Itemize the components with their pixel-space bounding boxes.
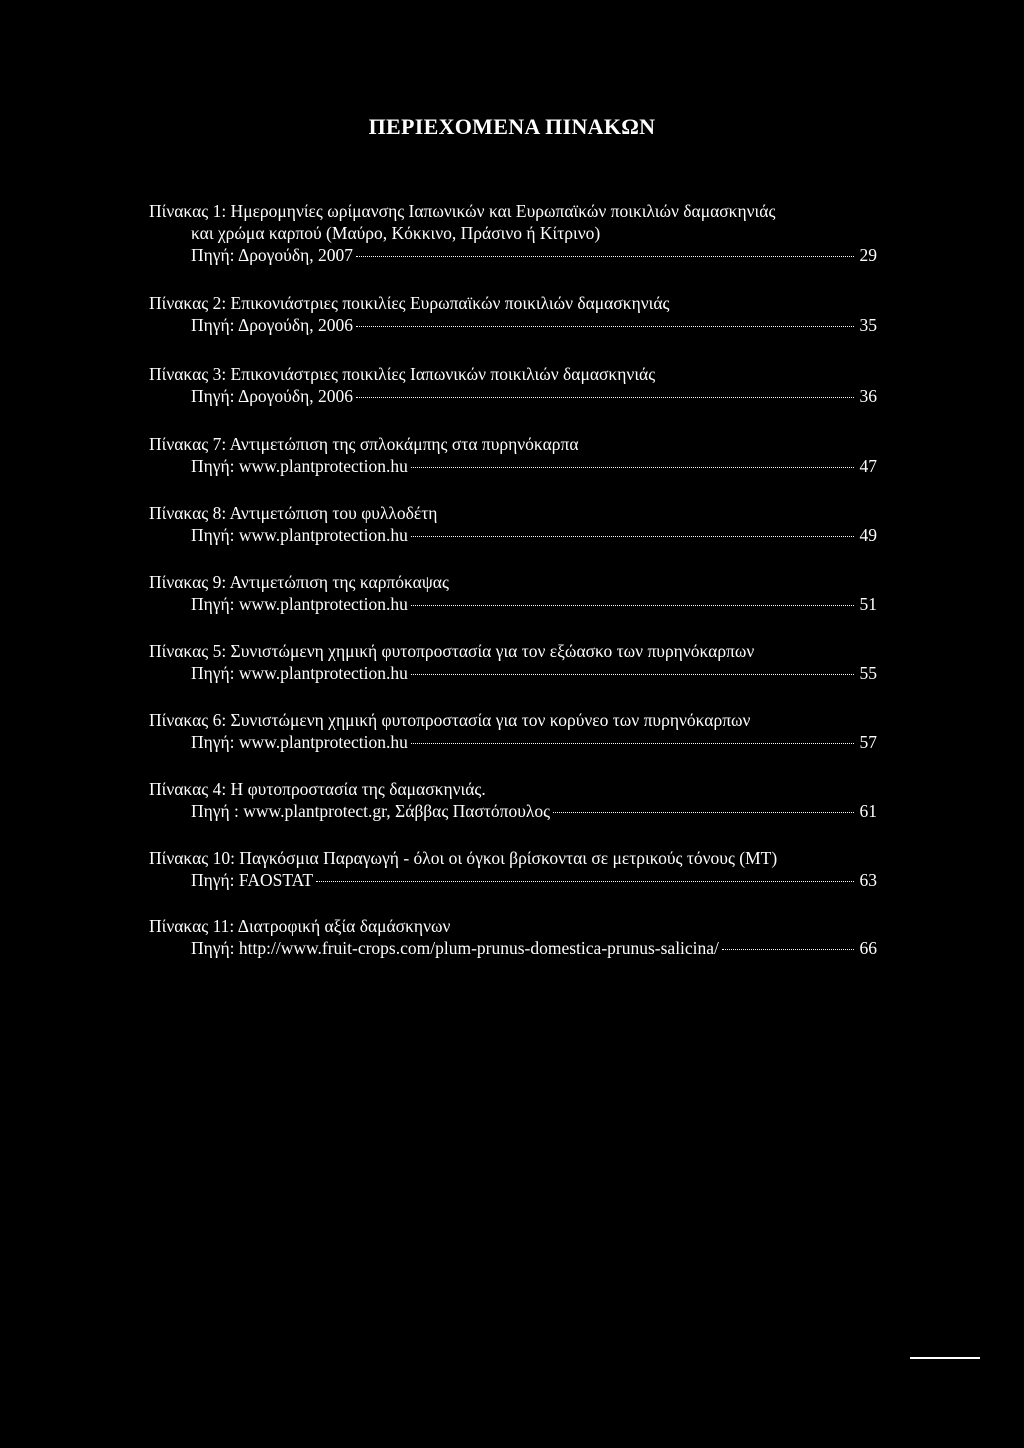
entry-source: Πηγή: Δρογούδη, 2006 [191, 386, 353, 406]
entry-source: Πηγή: www.plantprotection.hu [191, 456, 408, 476]
toc-entry-table-4[interactable] [149, 778, 877, 822]
toc-entry-table-10[interactable] [149, 847, 877, 891]
entry-caption: Πίνακας 4: Η φυτοπροστασία της δαμασκηνιάς. [149, 779, 486, 799]
entry-source-row [149, 869, 877, 891]
toc-entry-table-11[interactable] [149, 915, 877, 959]
entry-source-row [149, 385, 877, 407]
dot-leader [356, 326, 854, 327]
toc-entry-table-7[interactable] [149, 433, 877, 477]
entry-source-row [149, 731, 877, 753]
entry-caption: Πίνακας 1: Ημερομηνίες ωρίμανσης Ιαπωνικών και Ευρωπαϊκών ποικιλιών δαμασκηνιάς [149, 201, 776, 221]
entry-page-number: 49 [859, 525, 877, 545]
dot-leader [411, 536, 854, 537]
entry-source: Πηγή: www.plantprotection.hu [191, 525, 408, 545]
entry-page-number: 51 [859, 594, 877, 614]
entry-source: Πηγή: www.plantprotection.hu [191, 594, 408, 614]
entry-caption: Πίνακας 5: Συνιστώμενη χημική φυτοπροστασία για τον εξώασκο των πυρηνόκαρπων [149, 641, 755, 661]
entry-page-number: 55 [859, 663, 877, 683]
entry-source: Πηγή: www.plantprotection.hu [191, 663, 408, 683]
entry-source: Πηγή: http://www.fruit-crops.com/plum-prunus-domestica-prunus-salicina/ [191, 938, 719, 958]
entry-page-number: 57 [859, 732, 877, 752]
dot-leader [722, 949, 854, 950]
toc-entry-table-6[interactable] [149, 709, 877, 753]
entry-source-row [149, 244, 877, 266]
dot-leader [553, 812, 854, 813]
page-title: ΠΕΡΙΕΧΟΜΕΝΑ ΠΙΝΑΚΩΝ [368, 114, 656, 139]
entry-page-number: 35 [859, 315, 877, 335]
entry-page-number: 61 [859, 801, 877, 821]
entry-page-number: 29 [859, 245, 877, 265]
entry-source: Πηγή : www.plantprotect.gr, Σάββας Παστόπουλος [191, 801, 551, 821]
entry-source-row [149, 593, 877, 615]
entry-caption: Πίνακας 6: Συνιστώμενη χημική φυτοπροστασία για τον κορύνεο των πυρηνόκαρπων [149, 710, 751, 730]
dot-leader [411, 467, 854, 468]
entry-caption: Πίνακας 8: Αντιμετώπιση του φυλλοδέτη [149, 503, 438, 523]
dot-leader [316, 881, 854, 882]
entry-caption: Πίνακας 3: Επικονιάστριες ποικιλίες Ιαπωνικών ποικιλιών δαμασκηνιάς [149, 364, 656, 384]
entry-caption: Πίνακας 7: Αντιμετώπιση της σπλοκάμπης στα πυρηνόκαρπα [149, 434, 579, 454]
entry-source: Πηγή: FAOSTAT [191, 870, 314, 890]
entry-page-number: 47 [859, 456, 877, 476]
toc-entry-table-9[interactable] [149, 571, 877, 615]
entry-source-row [149, 937, 877, 959]
dot-leader [356, 256, 854, 257]
toc-entry-table-5[interactable] [149, 640, 877, 684]
entry-source-row [149, 524, 877, 546]
entry-caption: Πίνακας 9: Αντιμετώπιση της καρπόκαψας [149, 572, 449, 592]
entry-caption-continued: και χρώμα καρπού (Μαύρο, Κόκκινο, Πράσινο ή Κίτρινο) [191, 223, 601, 243]
entry-page-number: 36 [859, 386, 877, 406]
entry-page-number: 63 [859, 870, 877, 890]
dot-leader [356, 397, 854, 398]
entry-caption: Πίνακας 11: Διατροφική αξία δαμάσκηνων [149, 916, 451, 936]
entry-caption: Πίνακας 10: Παγκόσμια Παραγωγή - όλοι οι όγκοι βρίσκονται σε μετρικούς τόνους (ΜΤ) [149, 848, 778, 868]
entry-source-row [149, 800, 877, 822]
entry-source-row [149, 314, 877, 336]
dot-leader [411, 743, 854, 744]
entry-source-row [149, 662, 877, 684]
entry-caption: Πίνακας 2: Επικονιάστριες ποικιλίες Ευρωπαϊκών ποικιλιών δαμασκηνιάς [149, 293, 670, 313]
toc-entry-table-1[interactable] [149, 200, 877, 266]
entry-source: Πηγή: Δρογούδη, 2006 [191, 315, 353, 335]
dot-leader [411, 674, 854, 675]
entry-source: Πηγή: www.plantprotection.hu [191, 732, 408, 752]
dot-leader [411, 605, 854, 606]
entry-page-number: 66 [859, 938, 877, 958]
toc-entry-table-2[interactable] [149, 292, 877, 336]
footer-rule [910, 1357, 980, 1359]
entry-source: Πηγή: Δρογούδη, 2007 [191, 245, 353, 265]
toc-entry-table-8[interactable] [149, 502, 877, 546]
entry-source-row [149, 455, 877, 477]
toc-entry-table-3[interactable] [149, 363, 877, 407]
